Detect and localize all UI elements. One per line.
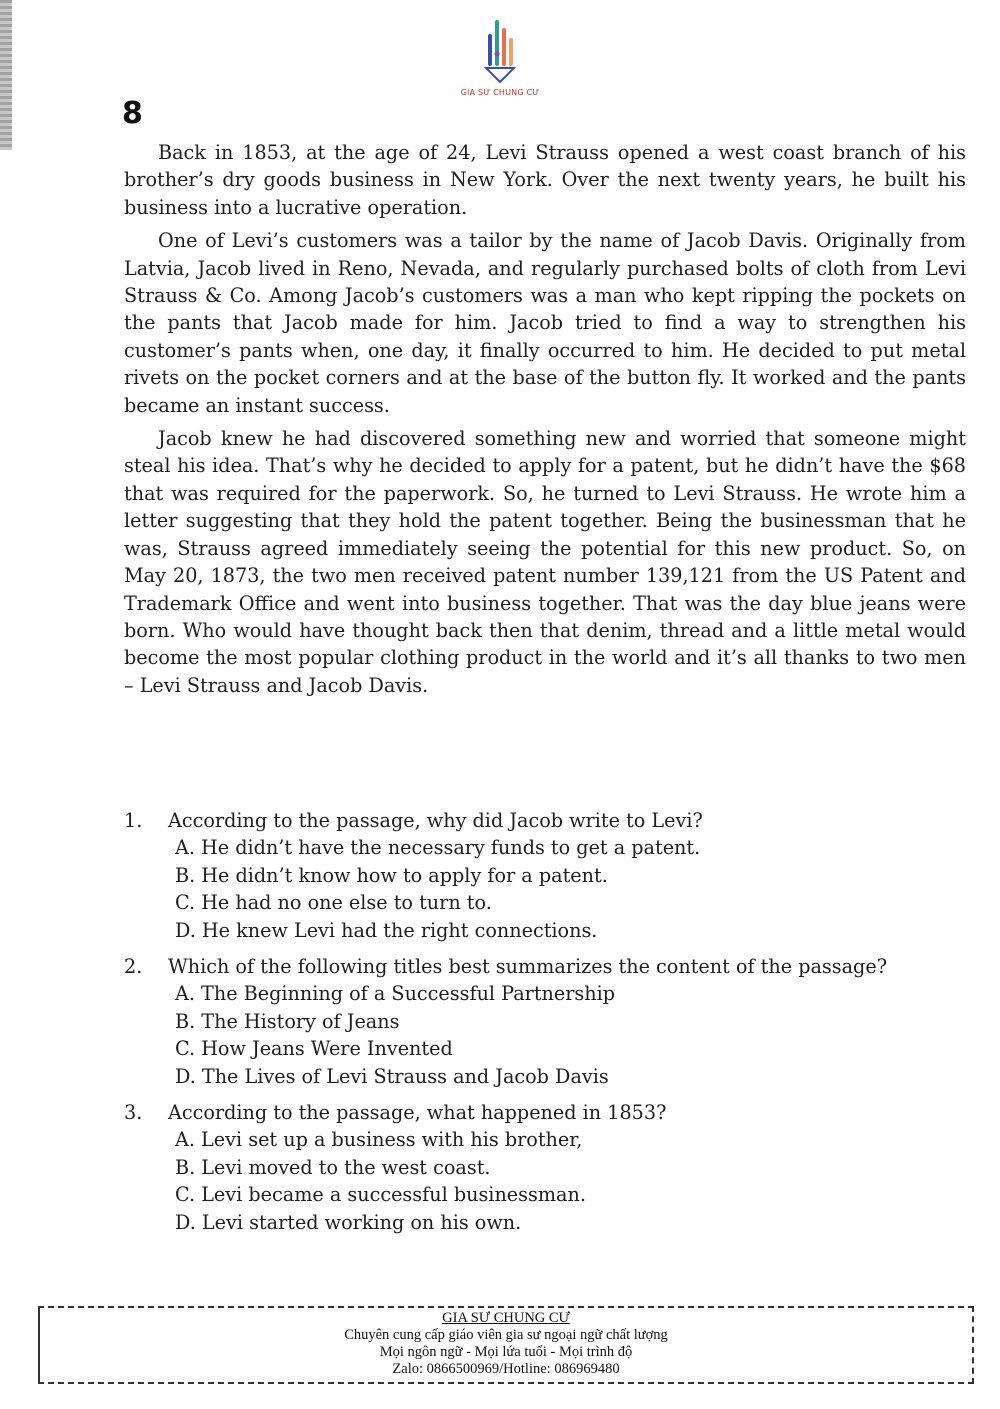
question-list [124, 807, 966, 1245]
logo [455, 14, 545, 124]
question-1 [124, 807, 966, 944]
answer-option[interactable]: C. He had no one else to turn to. [175, 891, 492, 915]
footer-contact-box [38, 1306, 974, 1384]
logo-text: GIA SƯ CHUNG CƯ [460, 88, 540, 97]
footer-contact: Zalo: 0866500969/Hotline: 086969480 [392, 1361, 620, 1377]
answer-option[interactable]: B. The History of Jeans [175, 1009, 400, 1033]
question-3 [124, 1099, 966, 1236]
passage-paragraph: One of Levi’s customers was a tailor by the name of Jacob Davis. Originally from Latvia, Jacob lived in Reno, Nevada, and regularly purchased bolts of cloth from Levi Strauss & Co. Among Jacob’s customers was a man who kept ripping the pockets on the pants that Jacob made for him. Jacob tried to find a way to strengthen his customer’s pants when, one day, it finally occurred to him. He decided to put metal rivets on the pocket corners and at the base of the button fly. It worked and the pants became an instant success. [124, 229, 966, 417]
answer-option[interactable]: D. The Lives of Levi Strauss and Jacob Davis [175, 1064, 609, 1088]
question-number: 2. [124, 955, 143, 979]
question-number: 3. [124, 1101, 143, 1125]
answer-option[interactable]: A. The Beginning of a Successful Partnership [175, 982, 616, 1006]
answer-option[interactable]: A. He didn’t have the necessary funds to get a patent. [175, 836, 701, 860]
passage-paragraph: Back in 1853, at the age of 24, Levi Strauss opened a west coast branch of his brother’s dry goods business in New York. Over the next twenty years, he built his business into a lucrative operation. [124, 141, 966, 219]
question-number: 1. [124, 809, 143, 832]
answer-option[interactable]: D. Levi started working on his own. [175, 1210, 522, 1234]
question-text: According to the passage, why did Jacob write to Levi? [168, 809, 703, 832]
footer-title: GIA SƯ CHUNG CƯ [442, 1310, 570, 1326]
scan-edge-strip [0, 0, 12, 150]
answer-option[interactable]: D. He knew Levi had the right connections. [175, 918, 598, 942]
answer-option[interactable]: A. Levi set up a business with his brother, [175, 1128, 583, 1152]
answer-option[interactable]: C. How Jeans Were Invented [175, 1037, 453, 1061]
answer-option[interactable]: B. Levi moved to the west coast. [175, 1155, 491, 1179]
footer-subtagline: Mọi ngôn ngữ - Mọi lứa tuổi - Mọi trình độ [379, 1344, 633, 1360]
question-text: Which of the following titles best summarizes the content of the passage? [168, 955, 887, 979]
pencil-bars-logo-icon [480, 14, 520, 84]
footer-tagline: Chuyên cung cấp giáo viên gia sư ngoại ngữ chất lượng [344, 1327, 668, 1343]
answer-option[interactable]: B. He didn’t know how to apply for a patent. [175, 863, 608, 887]
page-number: 8 [122, 96, 143, 131]
question-2 [124, 953, 966, 1090]
question-text: According to the passage, what happened in 1853? [168, 1101, 667, 1125]
reading-passage [124, 139, 966, 705]
answer-option[interactable]: C. Levi became a successful businessman. [175, 1183, 586, 1207]
passage-paragraph: Jacob knew he had discovered something new and worried that someone might steal his idea. That’s why he decided to apply for a patent, but he didn’t have the $68 that was required for the paperwork. So, he turned to Levi Strauss. He wrote him a letter suggesting that they hold the patent together. Being the businessman that he was, Strauss agreed immediately seeing the potential for this new product. So, on May 20, 1873, the two men received patent number 139,121 from the US Patent and Trademark Office and went into business together. That was the day blue jeans were born. Who would have thought back then that denim, thread and a little metal would become the most popular clothing product in the world and it’s all thanks to two men – Levi Strauss and Jacob Davis. [124, 427, 966, 697]
